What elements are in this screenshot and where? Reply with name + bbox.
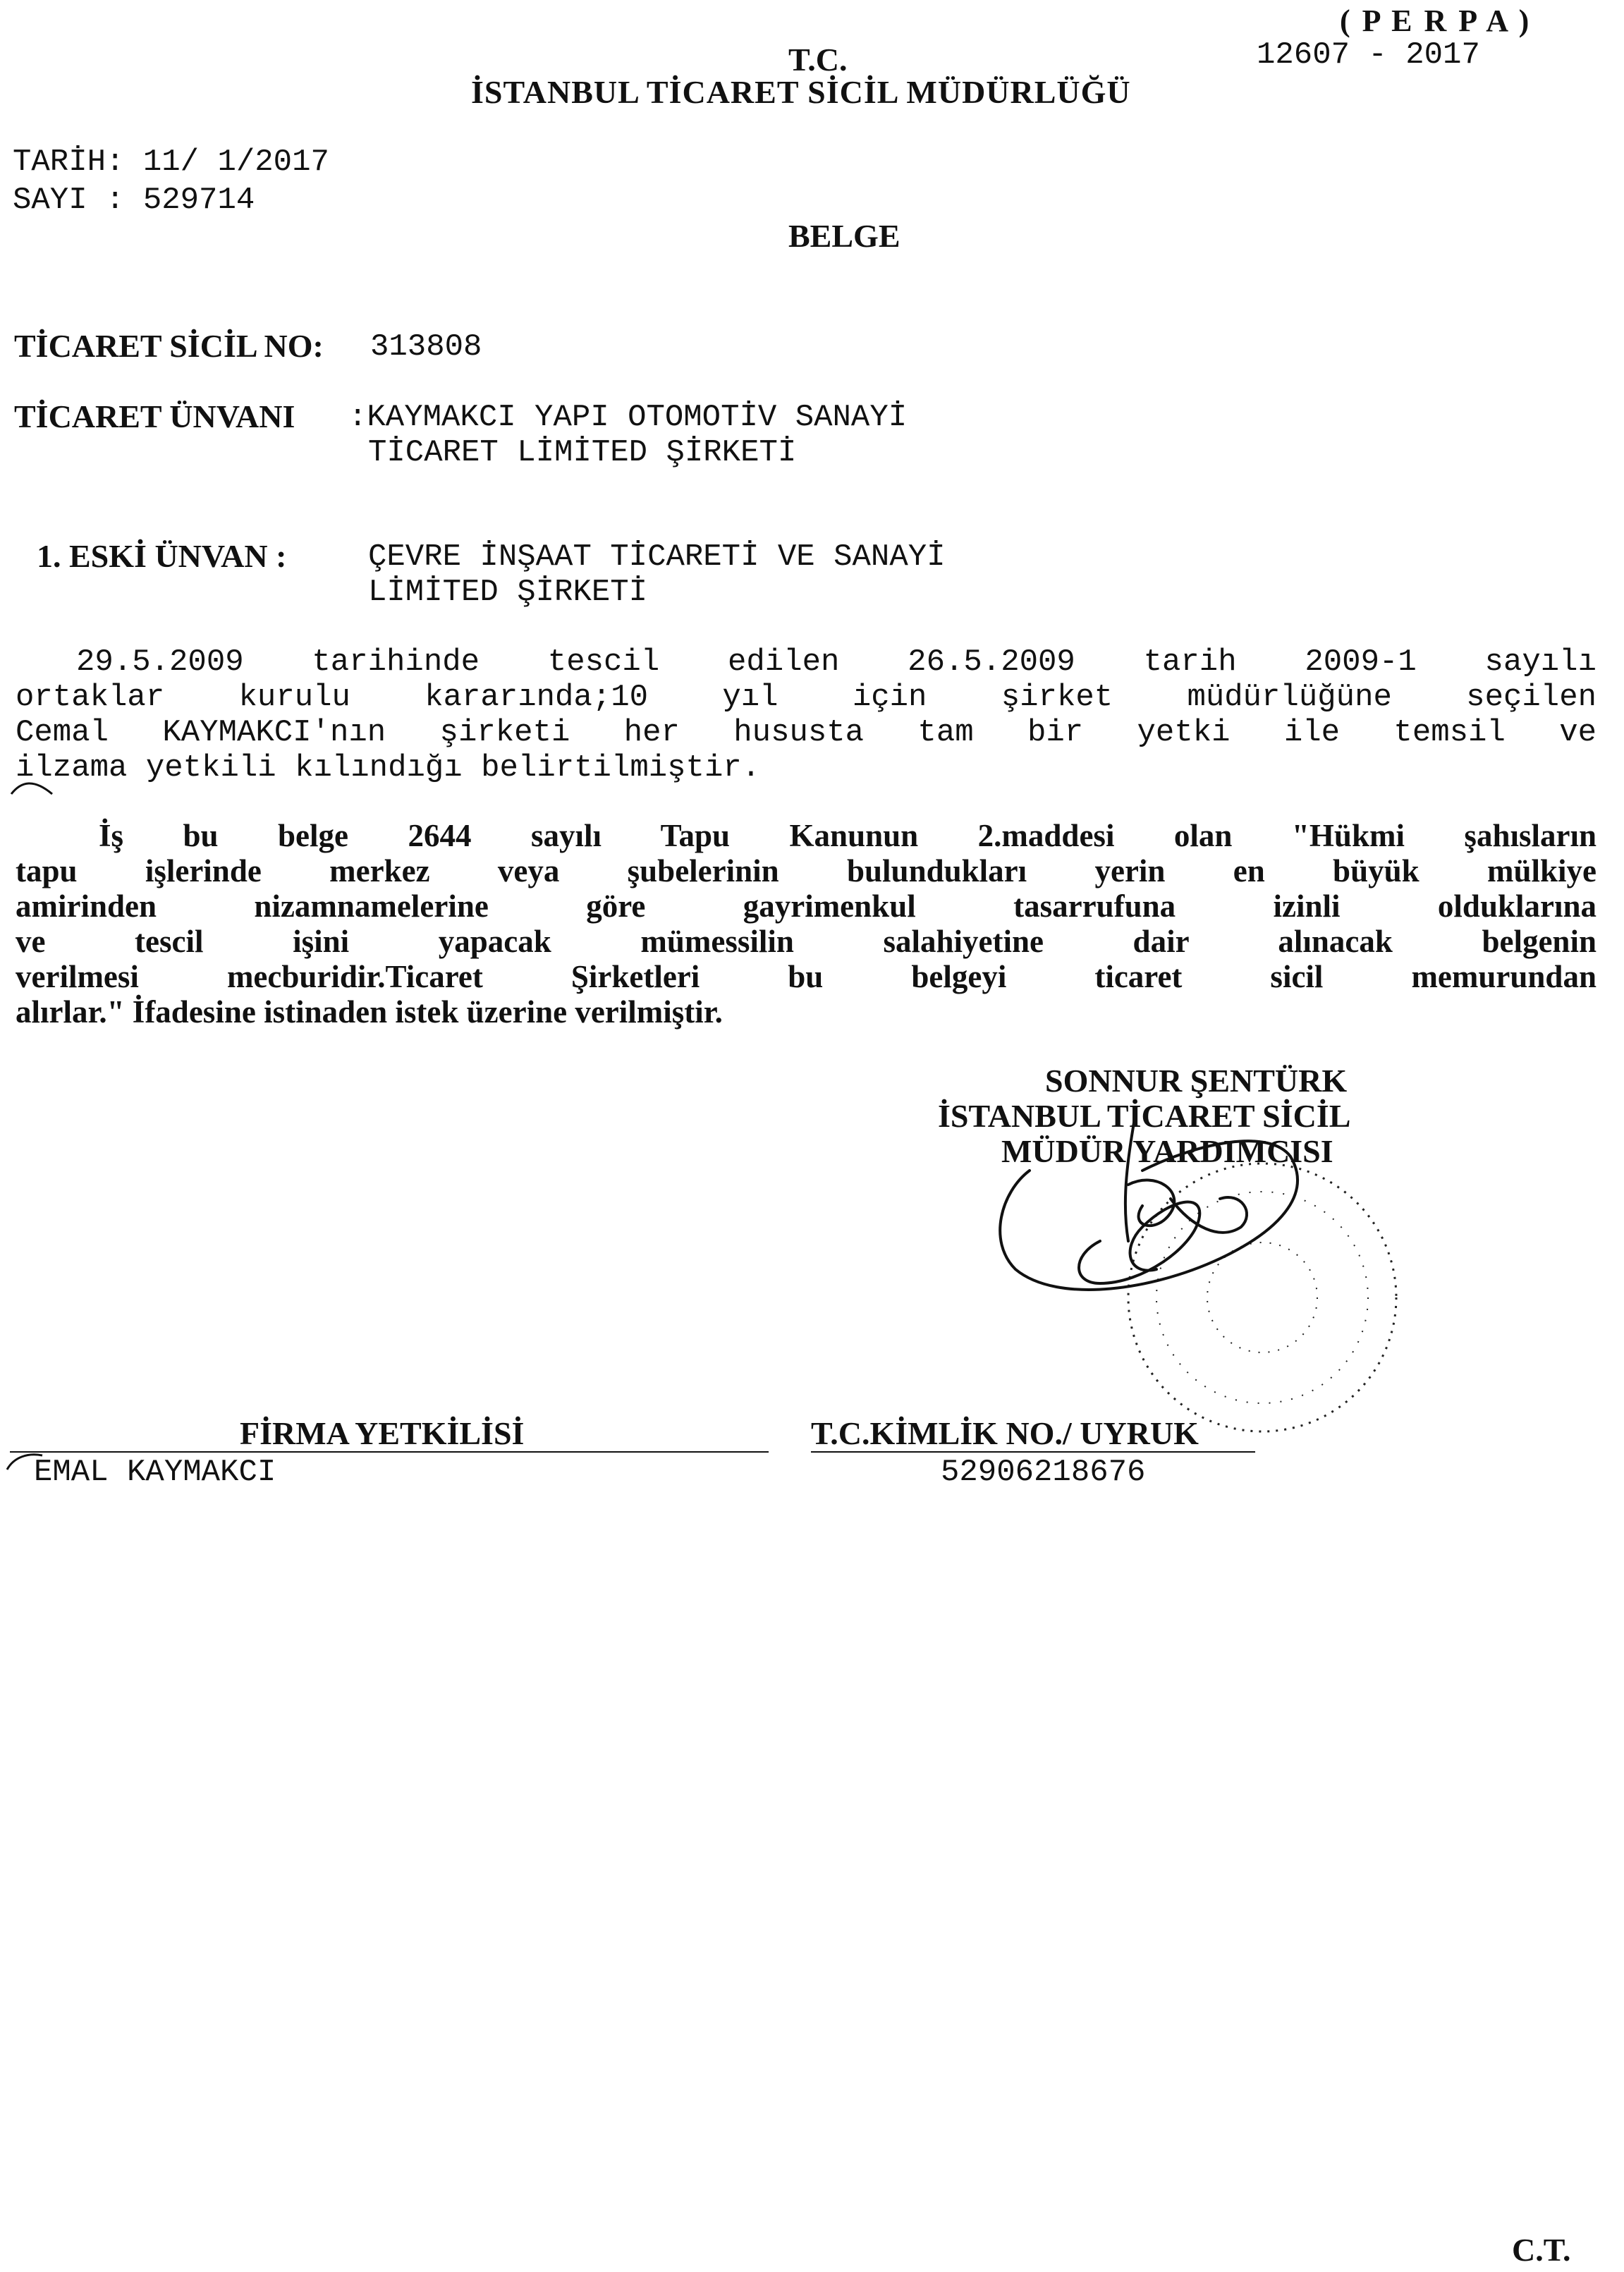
document-title: BELGE — [788, 218, 900, 254]
paragraph-2-line: alırlar." İfadesine istinaden istek üzerine verilmiştir. — [16, 994, 723, 1030]
official-stamp — [1128, 1164, 1396, 1431]
old-unvan-label: 1. ESKİ ÜNVAN : — [37, 538, 287, 574]
firma-rule — [10, 1451, 769, 1453]
kimlik-rule — [811, 1451, 1255, 1453]
header-perpa: ( P E R P A ) — [1340, 4, 1532, 38]
paragraph-1-line: ilzama yetkili kılındığı belirtilmiştir. — [16, 750, 761, 786]
paragraph-2-line: İş bu belge 2644 sayılı Tapu Kanunun 2.maddesi olan "Hükmi şahısların — [99, 818, 1596, 853]
signatory-title-1: İSTANBUL TİCARET SİCİL — [938, 1098, 1351, 1134]
kimlik-label: T.C.KİMLİK NO./ UYRUK — [811, 1415, 1199, 1451]
signatory-name: SONNUR ŞENTÜRK — [1045, 1063, 1348, 1099]
paragraph-2-line: ve tescil işini yapacak mümessilin salahiyetine dair alınacak belgenin — [16, 924, 1596, 959]
old-unvan-line-2: LİMİTED ŞİRKETİ — [368, 575, 648, 610]
old-unvan-line-1: ÇEVRE İNŞAAT TİCARETİ VE SANAYİ — [368, 539, 946, 575]
header-tc: T.C. — [788, 42, 848, 78]
date-line: TARİH: 11/ 1/2017 — [13, 145, 329, 180]
sicil-value: 313808 — [370, 329, 482, 365]
paragraph-2-line: amirinden nizamnamelerine göre gayrimenkul tasarrufuna izinli olduklarına — [16, 888, 1596, 924]
header-ref-number: 12607 - 2017 — [1257, 37, 1480, 73]
firma-label: FİRMA YETKİLİSİ — [240, 1415, 525, 1451]
kimlik-value: 52906218676 — [941, 1455, 1146, 1490]
corner-mark: C.T. — [1512, 2232, 1571, 2268]
header-office: İSTANBUL TİCARET SİCİL MÜDÜRLÜĞÜ — [471, 74, 1131, 110]
sicil-label: TİCARET SİCİL NO: — [14, 328, 324, 364]
unvan-line-2: TİCARET LİMİTED ŞİRKETİ — [368, 435, 797, 470]
sayi-line: SAYI : 529714 — [13, 183, 255, 218]
paragraph-1-line: 29.5.2009 tarihinde tescil edilen 26.5.2009 tarih 2009-1 sayılı — [76, 645, 1596, 680]
paragraph-1-line: ortaklar kurulu kararında;10 yıl için şirket müdürlüğüne seçilen — [16, 680, 1596, 715]
paragraph-2-line: tapu işlerinde merkez veya şubelerinin bulundukları yerin en büyük mülkiye — [16, 853, 1596, 888]
unvan-label: TİCARET ÜNVANI — [14, 398, 295, 434]
handwritten-signature — [1000, 1114, 1298, 1290]
paragraph-1-line: Cemal KAYMAKCI'nın şirketi her hususta tam bir yetki ile temsil ve — [16, 715, 1596, 750]
signatory-title-2: MÜDÜR YARDIMCISI — [1001, 1133, 1333, 1169]
margin-mark — [11, 783, 52, 794]
paragraph-2-line: verilmesi mecburidir.Ticaret Şirketleri bu belgeyi ticaret sicil memurundan — [16, 959, 1596, 994]
firma-value: EMAL KAYMAKCI — [34, 1455, 276, 1490]
unvan-line-1: :KAYMAKCI YAPI OTOMOTİV SANAYİ — [348, 400, 908, 435]
